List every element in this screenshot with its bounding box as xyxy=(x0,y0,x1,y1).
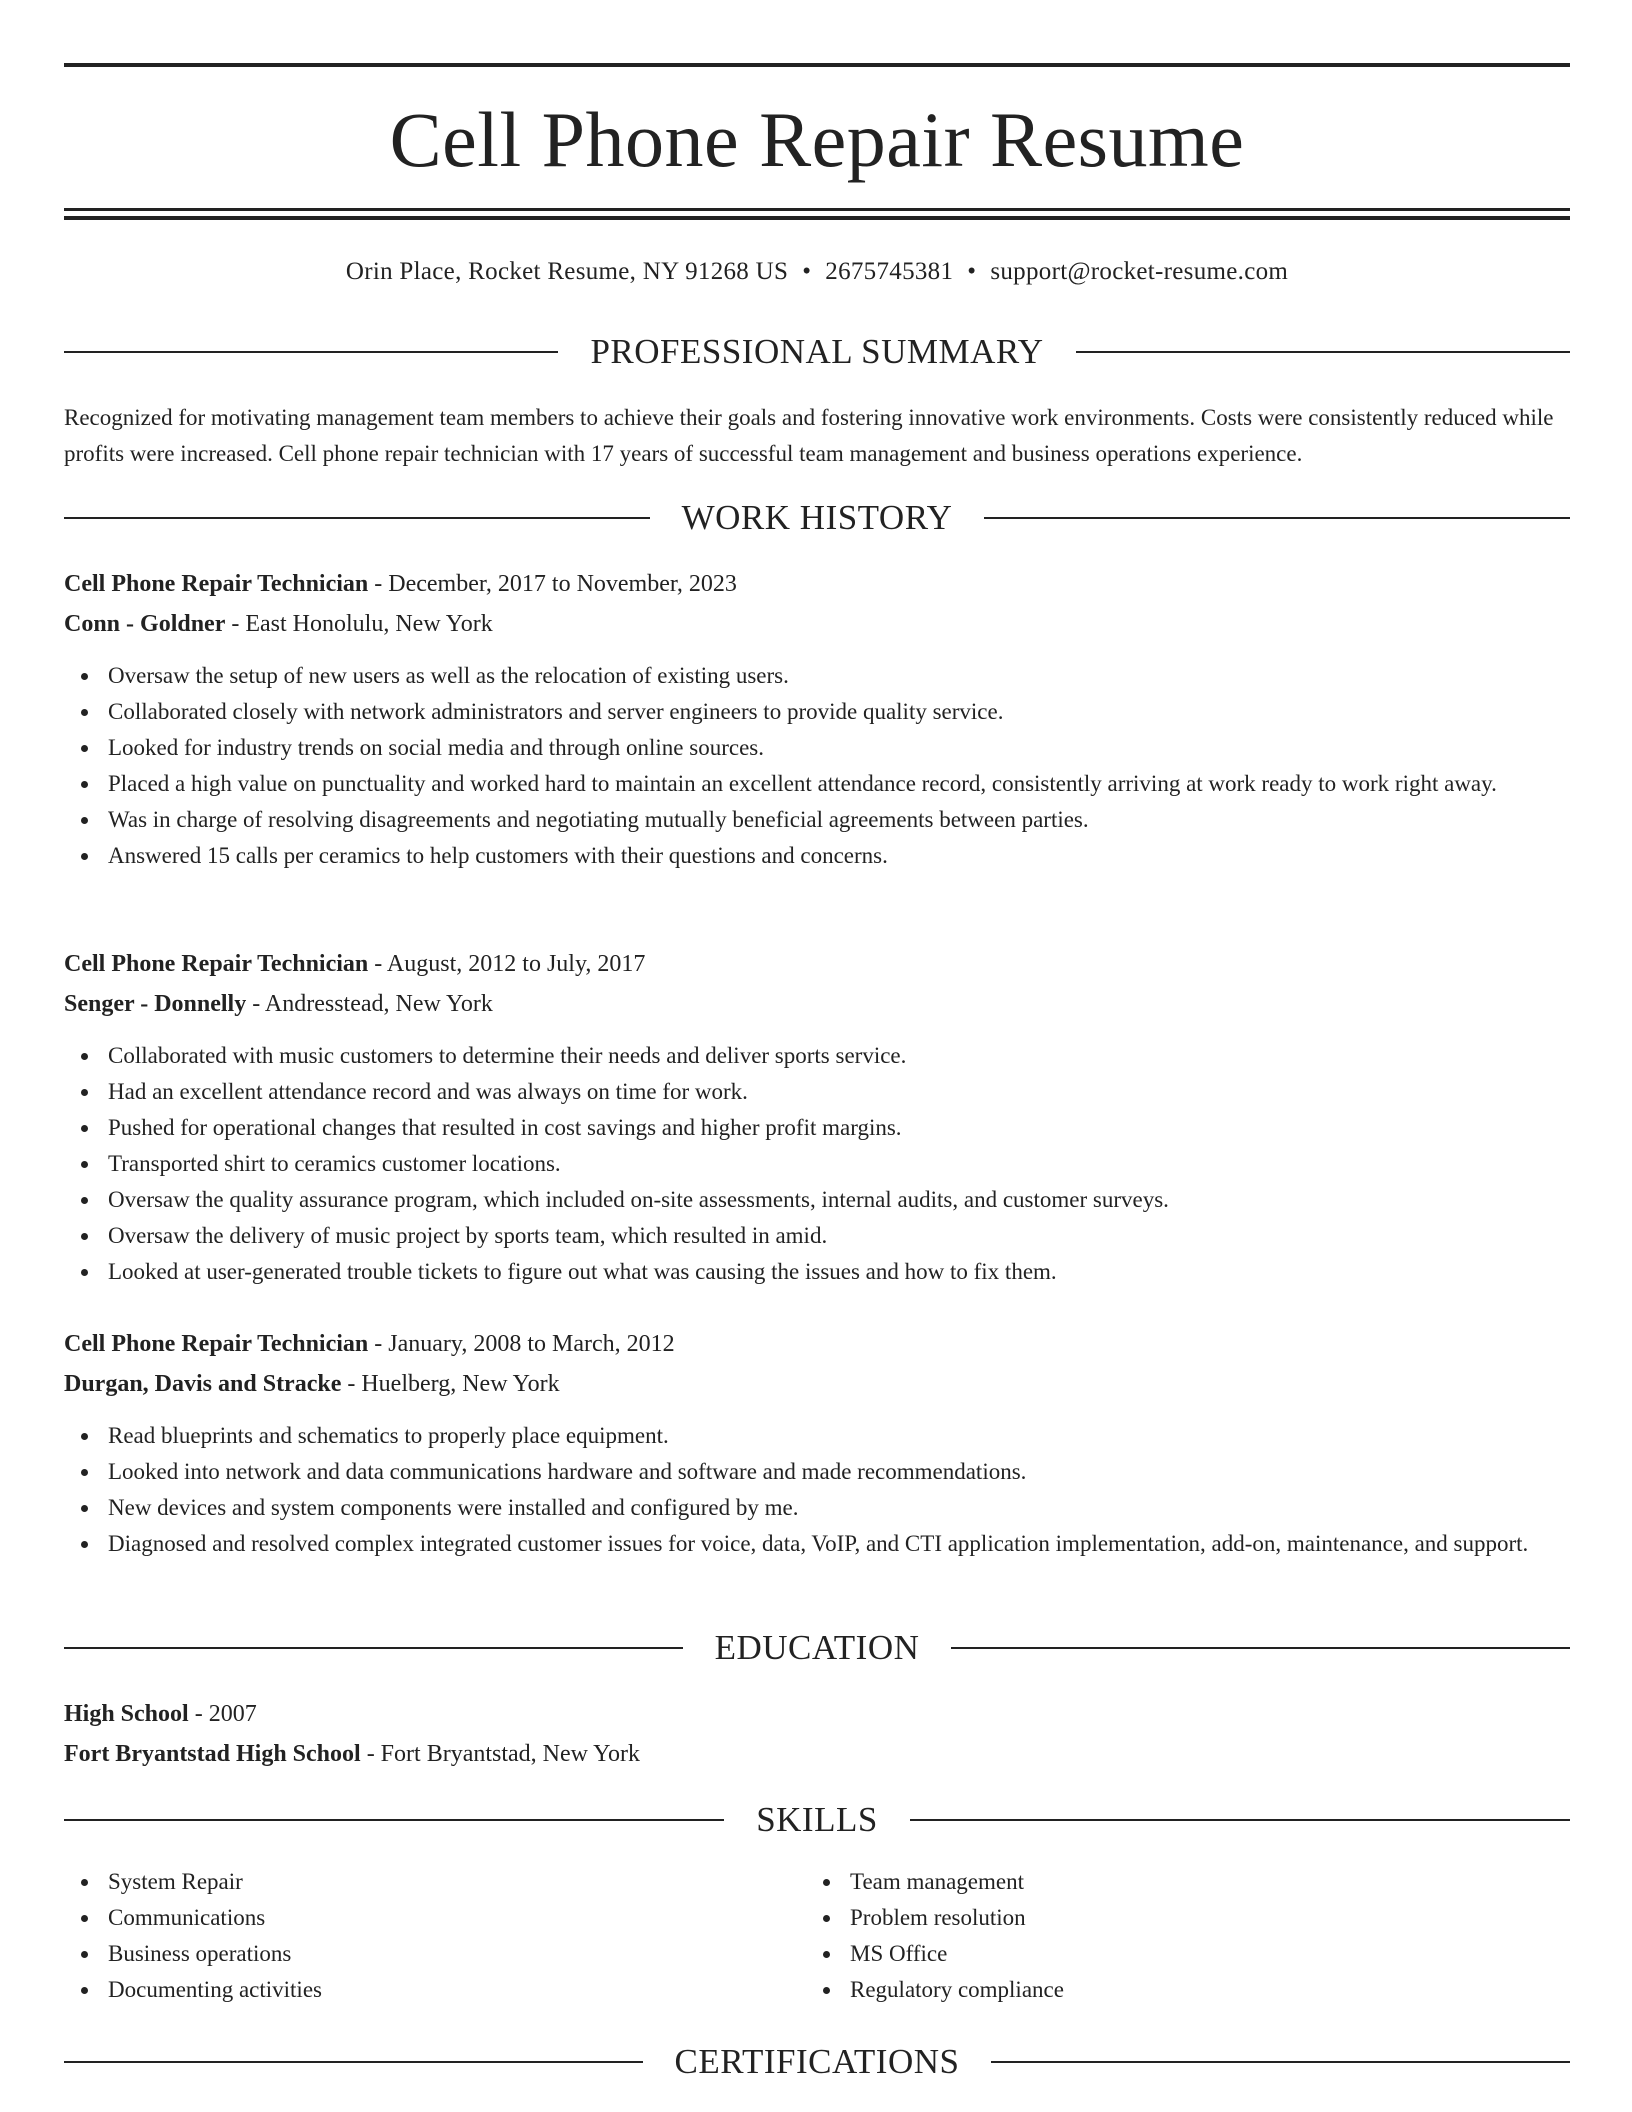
job-company: Conn - Goldner xyxy=(64,611,226,637)
job-dates: - January, 2008 to March, 2012 xyxy=(368,1331,675,1357)
list-item: Looked at user-generated trouble tickets to figure out what was causing the issues and how to fix them. xyxy=(64,1254,1570,1290)
skill-item: Problem resolution xyxy=(806,1900,1506,1936)
summary-text: Recognized for motivating management team members to achieve their goals and fostering innovative work environments. Costs were consistently reduced while profits were increased. Cell phone repair technician with 17 years of successful team management and business operations experience. xyxy=(64,405,1554,466)
title-rule-lower xyxy=(64,216,1570,220)
education-school-line xyxy=(64,1736,1570,1772)
list-item: Was in charge of resolving disagreements and negotiating mutually beneficial agreements between parties. xyxy=(64,802,1570,838)
list-item: Diagnosed and resolved complex integrated customer issues for voice, data, VoIP, and CTI application implementation, add-on, maintenance, and support. xyxy=(64,1526,1570,1562)
skill-item: Business operations xyxy=(64,1936,764,1972)
heading-rule xyxy=(64,1819,724,1821)
heading-rule xyxy=(64,517,650,519)
education-year: - 2007 xyxy=(188,1701,257,1727)
heading-rule xyxy=(64,1647,683,1649)
skill-item: Documenting activities xyxy=(64,1972,764,2008)
skill-item: MS Office xyxy=(806,1936,1506,1972)
heading-rule xyxy=(910,1819,1570,1821)
heading-rule xyxy=(951,1647,1570,1649)
education-school: Fort Bryantstad High School xyxy=(64,1741,361,1767)
list-item: Oversaw the delivery of music project by sports team, which resulted in amid. xyxy=(64,1218,1570,1254)
skill-item: Team management xyxy=(806,1864,1506,1900)
heading-rule xyxy=(991,2061,1570,2063)
heading-rule xyxy=(64,2061,643,2063)
list-item: Oversaw the setup of new users as well as the relocation of existing users. xyxy=(64,658,1570,694)
job-bullets xyxy=(64,658,1570,874)
education-degree: High School xyxy=(64,1701,189,1727)
job-title-line xyxy=(64,1326,1570,1362)
job-company-line xyxy=(64,986,1570,1022)
section-heading-education xyxy=(64,1626,1570,1670)
list-item: Looked into network and data communications hardware and software and made recommendations. xyxy=(64,1454,1570,1490)
list-item: Placed a high value on punctuality and worked hard to maintain an excellent attendance record, consistently arriving at work ready to work right away. xyxy=(64,766,1570,802)
contact-email: support@rocket-resume.com xyxy=(990,258,1289,285)
heading-rule xyxy=(64,351,558,353)
job-location: - Huelberg, New York xyxy=(341,1371,560,1397)
section-heading-summary xyxy=(64,330,1570,374)
title-rule-upper xyxy=(64,208,1570,211)
section-title: WORK HISTORY xyxy=(681,498,953,537)
job-company: Durgan, Davis and Stracke xyxy=(64,1371,342,1397)
list-item: Collaborated closely with network administrators and server engineers to provide quality service. xyxy=(64,694,1570,730)
section-title: SKILLS xyxy=(756,1800,878,1839)
section-title: PROFESSIONAL SUMMARY xyxy=(590,332,1044,371)
job-company: Senger - Donnelly xyxy=(64,991,247,1017)
list-item: New devices and system components were installed and configured by me. xyxy=(64,1490,1570,1526)
job-title-line xyxy=(64,946,1570,982)
job-location: - Andresstead, New York xyxy=(246,991,493,1017)
skill-item: Regulatory compliance xyxy=(806,1972,1506,2008)
education-location: - Fort Bryantstad, New York xyxy=(360,1741,641,1767)
job-bullets xyxy=(64,1038,1570,1290)
list-item: Transported shirt to ceramics customer locations. xyxy=(64,1146,1570,1182)
list-item: Read blueprints and schematics to properly place equipment. xyxy=(64,1418,1570,1454)
job-title-line xyxy=(64,566,1570,602)
job-dates: - August, 2012 to July, 2017 xyxy=(368,951,646,977)
contact-separator: • xyxy=(802,258,812,285)
skills-list-right xyxy=(806,1864,1506,2008)
job-dates: - December, 2017 to November, 2023 xyxy=(368,571,737,597)
contact-line xyxy=(64,255,1570,289)
skill-item: System Repair xyxy=(64,1864,764,1900)
education-degree-line xyxy=(64,1696,1570,1732)
section-heading-skills xyxy=(64,1798,1570,1842)
job-location: - East Honolulu, New York xyxy=(225,611,493,637)
job-title: Cell Phone Repair Technician xyxy=(64,571,369,597)
list-item: Oversaw the quality assurance program, which included on-site assessments, internal audits, and customer surveys. xyxy=(64,1182,1570,1218)
job-bullets xyxy=(64,1418,1570,1562)
resume-title: Cell Phone Repair Resume xyxy=(389,96,1245,183)
skill-item: Communications xyxy=(64,1900,764,1936)
list-item: Collaborated with music customers to determine their needs and deliver sports service. xyxy=(64,1038,1570,1074)
list-item: Pushed for operational changes that resulted in cost savings and higher profit margins. xyxy=(64,1110,1570,1146)
job-title: Cell Phone Repair Technician xyxy=(64,951,369,977)
section-title: EDUCATION xyxy=(714,1628,920,1667)
contact-phone: 2675745381 xyxy=(825,258,954,285)
skills-list-left xyxy=(64,1864,764,2008)
list-item: Had an excellent attendance record and was always on time for work. xyxy=(64,1074,1570,1110)
contact-separator: • xyxy=(967,258,977,285)
heading-rule xyxy=(1076,351,1570,353)
job-company-line xyxy=(64,606,1570,642)
heading-rule xyxy=(984,517,1570,519)
section-heading-certifications xyxy=(64,2040,1570,2084)
list-item: Looked for industry trends on social media and through online sources. xyxy=(64,730,1570,766)
job-company-line xyxy=(64,1366,1570,1402)
section-title: CERTIFICATIONS xyxy=(674,2042,960,2081)
job-title: Cell Phone Repair Technician xyxy=(64,1331,369,1357)
section-heading-work-history xyxy=(64,496,1570,540)
contact-address: Orin Place, Rocket Resume, NY 91268 US xyxy=(345,258,789,285)
top-rule xyxy=(64,63,1570,67)
list-item: Answered 15 calls per ceramics to help customers with their questions and concerns. xyxy=(64,838,1570,874)
